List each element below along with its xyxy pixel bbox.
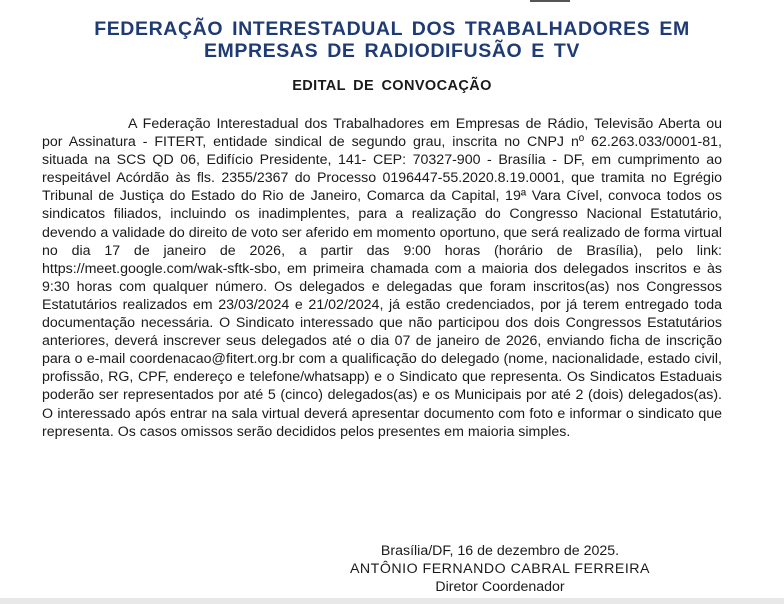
signature-block (330, 542, 670, 596)
signatory-name: ANTÔNIO FERNANDO CABRAL FERREIRA (349, 561, 651, 578)
notice-body-paragraph: A Federação Interestadual dos Trabalhadores em Empresas de Rádio, Televisão Aberta ou por Assinatura - FITERT, entidade sindical de segundo grau, inscrita no CNPJ nº 62.263.033/0001-81, situada na SCS QD 06, Edifício Presidente, 141- CEP: 70327-900 - Brasília - DF, em cumprimento ao respeitável Acórdão às fls. 2355/2367 do Processo 0196447-55.2020.8.19.0001, que tramita no Egrégio Tribunal de Justiça do Estado do Rio de Janeiro, Comarca da Capital, 19ª Vara Cível, convoca todos os sindicatos filiados, incluindo os inadimplentes, para a realização do Congresso Nacional Estatutário, devendo a validade do direito de voto ser aferido em momento oportuno, que será realizado de forma virtual no dia 17 de janeiro de 2026, a partir das 9:00 horas (horário de Brasília), pelo link: https://meet.google.com/wak-sftk-sbo, em primeira chamada com a maioria dos delegados inscritos e às 9:30 horas com qualquer número. Os delegados e delegadas que foram inscritos(as) nos Congressos Estatutários realizados em 23/03/2024 e 21/02/2024, já estão credenciados, por já terem entregado toda documentação necessária. O Sindicato interessado que não participou dos dois Congressos Estatutários anteriores, deverá inscrever seus delegados até o dia 07 de janeiro de 2026, enviando ficha de inscrição para o e-mail coordenacao@fitert.org.br com a qualificação do delegado (nome, nacionalidade, estado civil, profissão, RG, CPF, endereço e telefone/whatsapp) e o Sindicato que representa. Os Sindicatos Estaduais poderão ser representados por até 5 (cinco) delegados(as) e os Municipais por até 2 (dois) delegados(as). O interessado após entrar na sala virtual deverá apresentar documento com foto e informar o sindicato que representa. Os casos omissos serão decididos pelos presentes em maioria simples. (42, 116, 722, 440)
title-line-2: EMPRESAS DE RADIODIFUSÃO E TV (203, 40, 581, 62)
signatory-role: Diretor Coordenador (435, 579, 565, 596)
organization-title (0, 18, 784, 62)
signature-place-date: Brasília/DF, 16 de dezembro de 2025. (380, 543, 620, 559)
notice-heading: EDITAL DE CONVOCAÇÃO (292, 78, 492, 94)
top-edge-mark (530, 0, 570, 2)
page-bottom-border (0, 598, 784, 604)
title-line-1: FEDERAÇÃO INTERESTADUAL DOS TRABALHADORES EM (94, 18, 690, 40)
